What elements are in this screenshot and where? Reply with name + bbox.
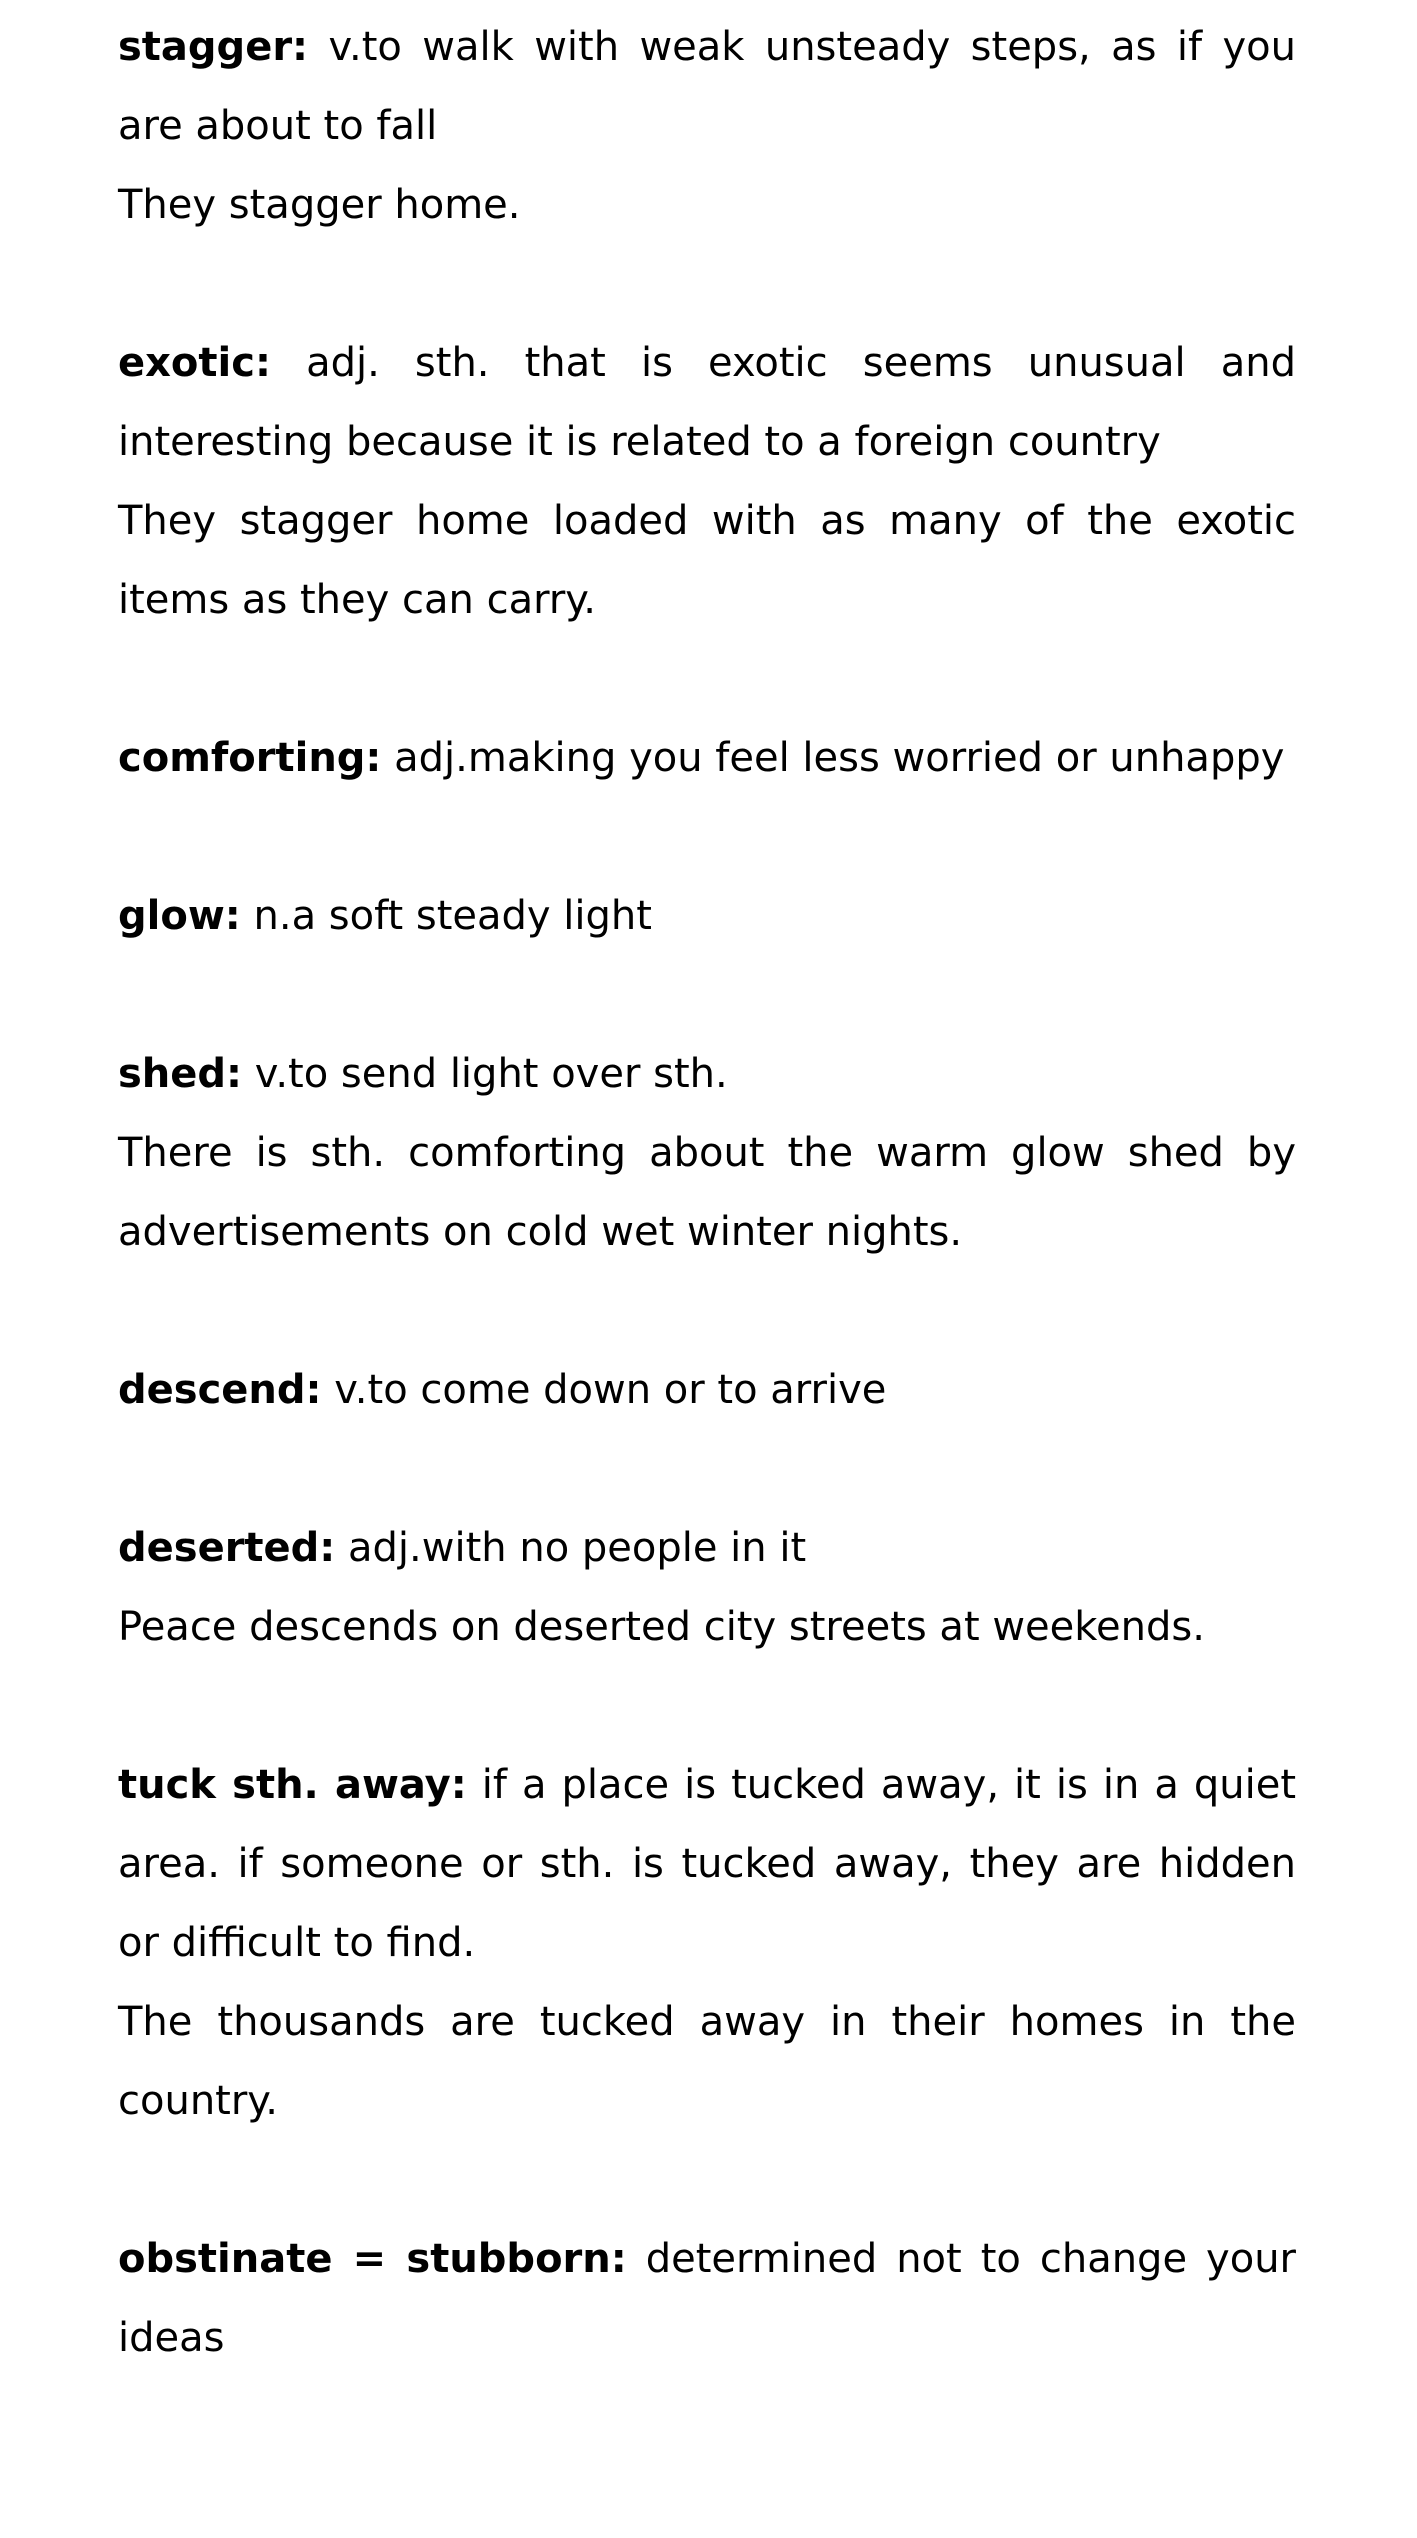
definition-line	[118, 324, 1296, 482]
entry-comforting	[118, 719, 1296, 798]
term: comforting:	[118, 735, 382, 781]
definition: adj.making you feel less worried or unhappy	[381, 735, 1285, 781]
entry-stagger	[118, 8, 1296, 245]
term: obstinate = stubborn:	[118, 2236, 627, 2282]
term: glow:	[118, 893, 241, 939]
definition-line	[118, 8, 1296, 166]
term: descend:	[118, 1367, 322, 1413]
entry-deserted	[118, 1509, 1296, 1667]
definition-line	[118, 1746, 1296, 1983]
definition: determined not to change your ideas	[118, 2236, 1296, 2361]
entry-tuck-away	[118, 1746, 1296, 2141]
definition-line	[118, 1351, 1296, 1430]
term: stagger:	[118, 24, 309, 70]
definition-line	[118, 877, 1296, 956]
definition: n.a soft steady light	[240, 893, 652, 939]
definition: adj. sth. that is exotic seems unusual and interesting because it is related to a foreign country	[118, 340, 1296, 465]
definition-line	[118, 2220, 1296, 2378]
entry-obstinate	[118, 2220, 1296, 2378]
example-sentence: There is sth. comforting about the warm glow shed by advertisements on cold wet winter nights.	[118, 1130, 1296, 1255]
entry-shed	[118, 1035, 1296, 1272]
example-sentence: The thousands are tucked away in their homes in the country.	[118, 1999, 1296, 2124]
example-sentence: Peace descends on deserted city streets at weekends.	[118, 1604, 1205, 1650]
term: exotic:	[118, 340, 271, 386]
definition: if a place is tucked away, it is in a quiet area. if someone or sth. is tucked away, they are hidden or difficult to find.	[118, 1762, 1297, 1966]
term: deserted:	[118, 1525, 336, 1571]
definition-line	[118, 719, 1296, 798]
example-sentence: They stagger home.	[118, 182, 521, 228]
entry-exotic	[118, 324, 1296, 640]
definition: v.to come down or to arrive	[321, 1367, 887, 1413]
example-sentence: They stagger home loaded with as many of the exotic items as they can carry.	[118, 498, 1296, 623]
definition: v.to walk with weak unsteady steps, as if you are about to fall	[118, 24, 1296, 149]
term: shed:	[118, 1051, 243, 1097]
entry-glow	[118, 877, 1296, 956]
entry-descend	[118, 1351, 1296, 1430]
definition: adj.with no people in it	[335, 1525, 807, 1571]
definition-line	[118, 1509, 1296, 1588]
term: tuck sth. away:	[118, 1762, 467, 1808]
definition-line	[118, 1035, 1296, 1114]
definition: v.to send light over sth.	[242, 1051, 728, 1097]
